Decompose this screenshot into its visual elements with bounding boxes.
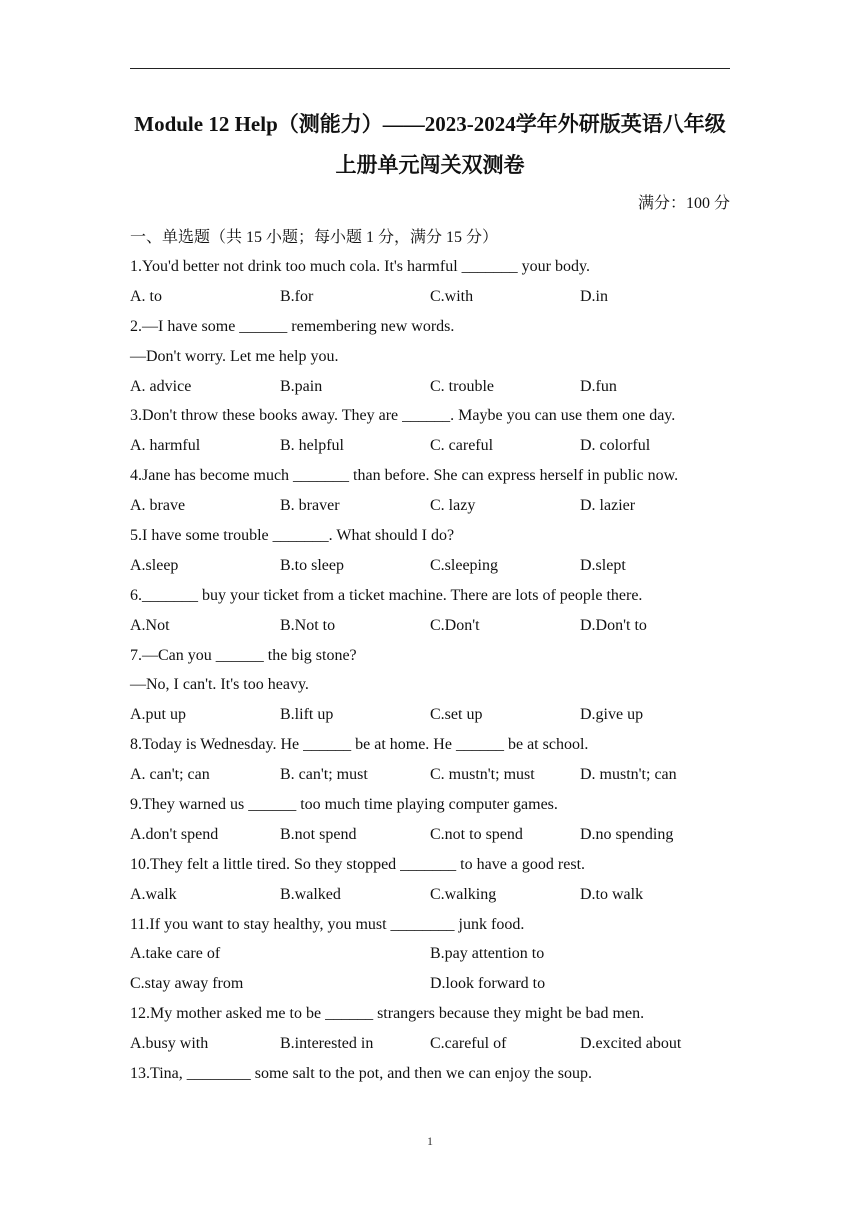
question-1-options xyxy=(130,282,730,312)
question-list xyxy=(130,252,730,1089)
question-2-options xyxy=(130,372,730,402)
option-c: C. mustn't; must xyxy=(430,766,535,784)
option-d: D.no spending xyxy=(580,825,674,843)
option-b: B.to sleep xyxy=(280,556,344,574)
option-b: B.not spend xyxy=(280,825,357,843)
option-b: B.pain xyxy=(280,377,323,395)
option-d: D.give up xyxy=(580,706,644,724)
option-c: C. lazy xyxy=(430,497,476,515)
section-heading: 一、单选题（共 15 小题；每小题 1 分，满分 15 分） xyxy=(130,229,499,246)
question-5-options xyxy=(130,551,730,581)
question-3-text: 3.Don't throw these books away. They are ______. Maybe you can use them one day. xyxy=(130,407,676,425)
question-9-options xyxy=(130,820,730,850)
option-c: C.stay away from xyxy=(130,975,244,993)
question-9-text: 9.They warned us ______ too much time playing computer games. xyxy=(130,796,558,814)
question-12-options xyxy=(130,1029,730,1059)
question-7-text: 7.—Can you ______ the big stone? xyxy=(130,646,357,664)
option-b: B. can't; must xyxy=(280,766,368,784)
option-d: D.to walk xyxy=(580,885,644,903)
question-11-options xyxy=(130,969,730,999)
header-rule xyxy=(130,68,730,69)
option-b: B.Not to xyxy=(280,616,336,634)
option-d: D.slept xyxy=(580,556,626,574)
option-b: B.for xyxy=(280,287,314,305)
option-c: C.sleeping xyxy=(430,556,498,574)
option-b: B.walked xyxy=(280,885,341,903)
option-c: C. trouble xyxy=(430,377,494,395)
option-d: D.in xyxy=(580,287,608,305)
question-6-text: 6._______ buy your ticket from a ticket machine. There are lots of people there. xyxy=(130,586,643,604)
page-title: Module 12 Help（测能力）——2023-2024学年外研版英语八年级上册单元闯关双测卷 xyxy=(134,112,726,177)
option-a: A.busy with xyxy=(130,1035,209,1053)
option-c: C.with xyxy=(430,287,474,305)
option-a: A.Not xyxy=(130,616,170,634)
option-a: A. can't; can xyxy=(130,766,210,784)
question-12-text: 12.My mother asked me to be ______ strangers because they might be bad men. xyxy=(130,1005,645,1023)
full-score: 满分：100 分 xyxy=(637,195,730,212)
option-a: A. advice xyxy=(130,377,192,395)
question-8-options xyxy=(130,760,730,790)
option-d: D. colorful xyxy=(580,437,651,455)
option-d: D. mustn't; can xyxy=(580,766,677,784)
option-a: A.walk xyxy=(130,885,177,903)
option-a: A.sleep xyxy=(130,556,179,574)
option-b: B. helpful xyxy=(280,437,344,455)
question-1-text: 1.You'd better not drink too much cola. It's harmful _______ your body. xyxy=(130,258,590,275)
question-10-text: 10.They felt a little tired. So they stopped _______ to have a good rest. xyxy=(130,855,586,873)
option-d: D.look forward to xyxy=(430,975,546,993)
question-3-options xyxy=(130,431,730,461)
option-a: A. brave xyxy=(130,497,186,515)
option-b: B.pay attention to xyxy=(430,945,545,963)
question-8-text: 8.Today is Wednesday. He ______ be at home. He ______ be at school. xyxy=(130,736,589,754)
option-a: A. harmful xyxy=(130,437,201,455)
option-c: C.not to spend xyxy=(430,825,523,843)
question-6-options xyxy=(130,611,730,641)
option-c: C.walking xyxy=(430,885,497,903)
option-d: D.excited about xyxy=(580,1035,682,1053)
question-7-text: —No, I can't. It's too heavy. xyxy=(130,676,309,694)
option-c: C.set up xyxy=(430,706,483,724)
option-a: A.don't spend xyxy=(130,825,219,843)
question-7-options xyxy=(130,700,730,730)
option-b: B.interested in xyxy=(280,1035,374,1053)
question-4-text: 4.Jane has become much _______ than before. She can express herself in public now. xyxy=(130,467,679,485)
question-11-text: 11.If you want to stay healthy, you must ________ junk food. xyxy=(130,915,525,933)
option-b: B. braver xyxy=(280,497,340,515)
page-number: 1 xyxy=(427,1134,433,1148)
question-13-text: 13.Tina, ________ some salt to the pot, and then we can enjoy the soup. xyxy=(130,1065,593,1083)
option-d: D.Don't to xyxy=(580,616,647,634)
question-5-text: 5.I have some trouble _______. What should I do? xyxy=(130,527,455,545)
option-c: C.Don't xyxy=(430,616,480,634)
question-2-text: 2.—I have some ______ remembering new words. xyxy=(130,317,455,335)
option-b: B.lift up xyxy=(280,706,334,724)
option-d: D. lazier xyxy=(580,497,636,515)
question-2-text: —Don't worry. Let me help you. xyxy=(130,347,339,365)
option-c: C.careful of xyxy=(430,1035,507,1053)
option-a: A. to xyxy=(130,287,162,305)
option-d: D.fun xyxy=(580,377,617,395)
option-c: C. careful xyxy=(430,437,494,455)
option-a: A.take care of xyxy=(130,945,221,963)
question-11-options xyxy=(130,939,730,969)
question-4-options xyxy=(130,491,730,521)
option-a: A.put up xyxy=(130,706,186,724)
question-10-options xyxy=(130,880,730,910)
